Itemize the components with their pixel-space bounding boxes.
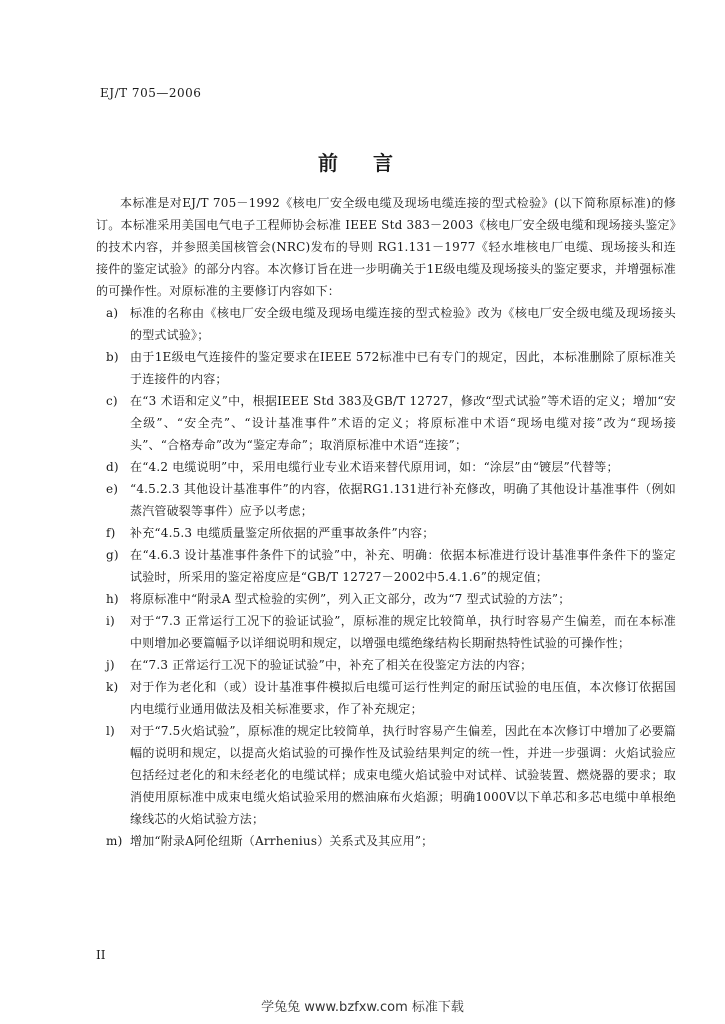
list-item-label: m) — [106, 834, 123, 848]
list-item — [96, 544, 676, 588]
list-item-label: e) — [106, 482, 119, 496]
list-item — [96, 720, 676, 830]
document-body — [96, 192, 676, 852]
list-item-text: 增加“附录A阿伦纽斯（Arrhenius）关系式及其应用”； — [130, 834, 434, 848]
standard-code-header: EJ/T 705—2006 — [100, 86, 202, 100]
list-item-label: h) — [106, 592, 119, 606]
list-item-text: 在“4.2 电缆说明”中，采用电缆行业专业术语来替代原用词，如：“涂层”由“镀层”代替等； — [130, 460, 619, 474]
page-number: II — [96, 948, 106, 962]
revision-list — [96, 302, 676, 852]
list-item-label: j) — [106, 658, 115, 672]
list-item-text: 标准的名称由《核电厂安全级电缆及现场电缆连接的型式检验》改为《核电厂安全级电缆及现场接头的型式试验》； — [130, 306, 676, 342]
watermark-footer: 学兔兔 www.bzfxw.com 标准下载 — [261, 1000, 464, 1015]
list-item-text: 将原标准中“附录A 型式检验的实例”，列入正文部分，改为“7 型式试验的方法”； — [130, 592, 571, 606]
list-item-label: d) — [106, 460, 119, 474]
list-item-label: k) — [106, 680, 119, 694]
list-item — [96, 676, 676, 720]
list-item-label: c) — [106, 394, 118, 408]
list-item-text: “4.5.2.3 其他设计基准事件”的内容，依据RG1.131进行补充修改，明确了其他设计基准事件（例如蒸汽管破裂等事件）应予以考虑； — [130, 482, 676, 518]
intro-paragraph: 本标准是对EJ/T 705－1992《核电厂安全级电缆及现场电缆连接的型式检验》(以下简称原标准)的修订。本标准采用美国电气电子工程师协会标准 IEEE Std 383－2003《核电厂安全级电缆和现场接头鉴定》的技术内容，并参照美国核管会(NRC)发布的导则 RG1.131－1977《轻水堆核电厂电缆、现场接头和连接件的鉴定试验》的部分内容。本次修订旨在进一步明确关于1E级电缆及现场接头的鉴定要求，并增强标准的可操作性。对原标准的主要修订内容如下： — [96, 196, 676, 298]
list-item-text: 补充“4.5.3 电缆质量鉴定所依据的严重事故条件”内容； — [130, 526, 435, 540]
list-item-text: 对于“7.5火焰试验”，原标准的规定比较简单，执行时容易产生偏差，因此在本次修订中增加了必要篇幅的说明和规定，以提高火焰试验的可操作性及试验结果判定的统一性，并进一步强调：火焰试验应包括经过老化的和未经老化的电缆试样；成束电缆火焰试验中对试样、试验装置、燃烧器的要求；取消使用原标准中成束电缆火焰试验采用的燃油麻布火焰源；明确1000V以下单芯和多芯电缆中单根绝缘线芯的火焰试验方法； — [130, 724, 676, 826]
page-title: 前 言 — [318, 151, 407, 175]
list-item-label: g) — [106, 548, 119, 562]
list-item — [96, 390, 676, 456]
list-item-text: 在“4.6.3 设计基准事件条件下的试验”中，补充、明确：依据本标准进行设计基准事件条件下的鉴定试验时，所采用的鉴定裕度应是“GB/T 12727－2002中5.4.1.6”的规定值； — [130, 548, 676, 584]
list-item — [96, 478, 676, 522]
list-item — [96, 588, 676, 610]
list-item-text: 对于“7.3 正常运行工况下的验证试验”，原标准的规定比较简单，执行时容易产生偏差，而在本标准中则增加必要篇幅予以详细说明和规定，以增强电缆绝缘结构长期耐热特性试验的可操作性； — [130, 614, 676, 650]
list-item-label: b) — [106, 350, 119, 364]
list-item — [96, 654, 676, 676]
list-item — [96, 610, 676, 654]
list-item — [96, 456, 676, 478]
list-item — [96, 830, 676, 852]
list-item-label: a) — [106, 306, 119, 320]
list-item — [96, 302, 676, 346]
list-item-text: 在“7.3 正常运行工况下的验证试验”中，补充了相关在役鉴定方法的内容； — [130, 658, 533, 672]
list-item-text: 由于1E级电气连接件的鉴定要求在IEEE 572标准中已有专门的规定，因此，本标准删除了原标准关于连接件的内容； — [130, 350, 676, 386]
list-item — [96, 522, 676, 544]
list-item — [96, 346, 676, 390]
list-item-label: f) — [106, 526, 116, 540]
list-item-label: i) — [106, 614, 115, 628]
list-item-text: 在“3 术语和定义”中，根据IEEE Std 383及GB/T 12727，修改“型式试验”等术语的定义；增加“安全级”、“安全壳”、“设计基准事件”术语的定义；将原标准中术语“现场电缆对接”改为“现场接头”、“合格寿命”改为“鉴定寿命”；取消原标准中术语“连接”； — [130, 394, 676, 452]
list-item-text: 对于作为老化和（或）设计基准事件模拟后电缆可运行性判定的耐压试验的电压值，本次修订依据国内电缆行业通用做法及相关标准要求，作了补充规定； — [130, 680, 676, 716]
list-item-label: l) — [106, 724, 115, 738]
